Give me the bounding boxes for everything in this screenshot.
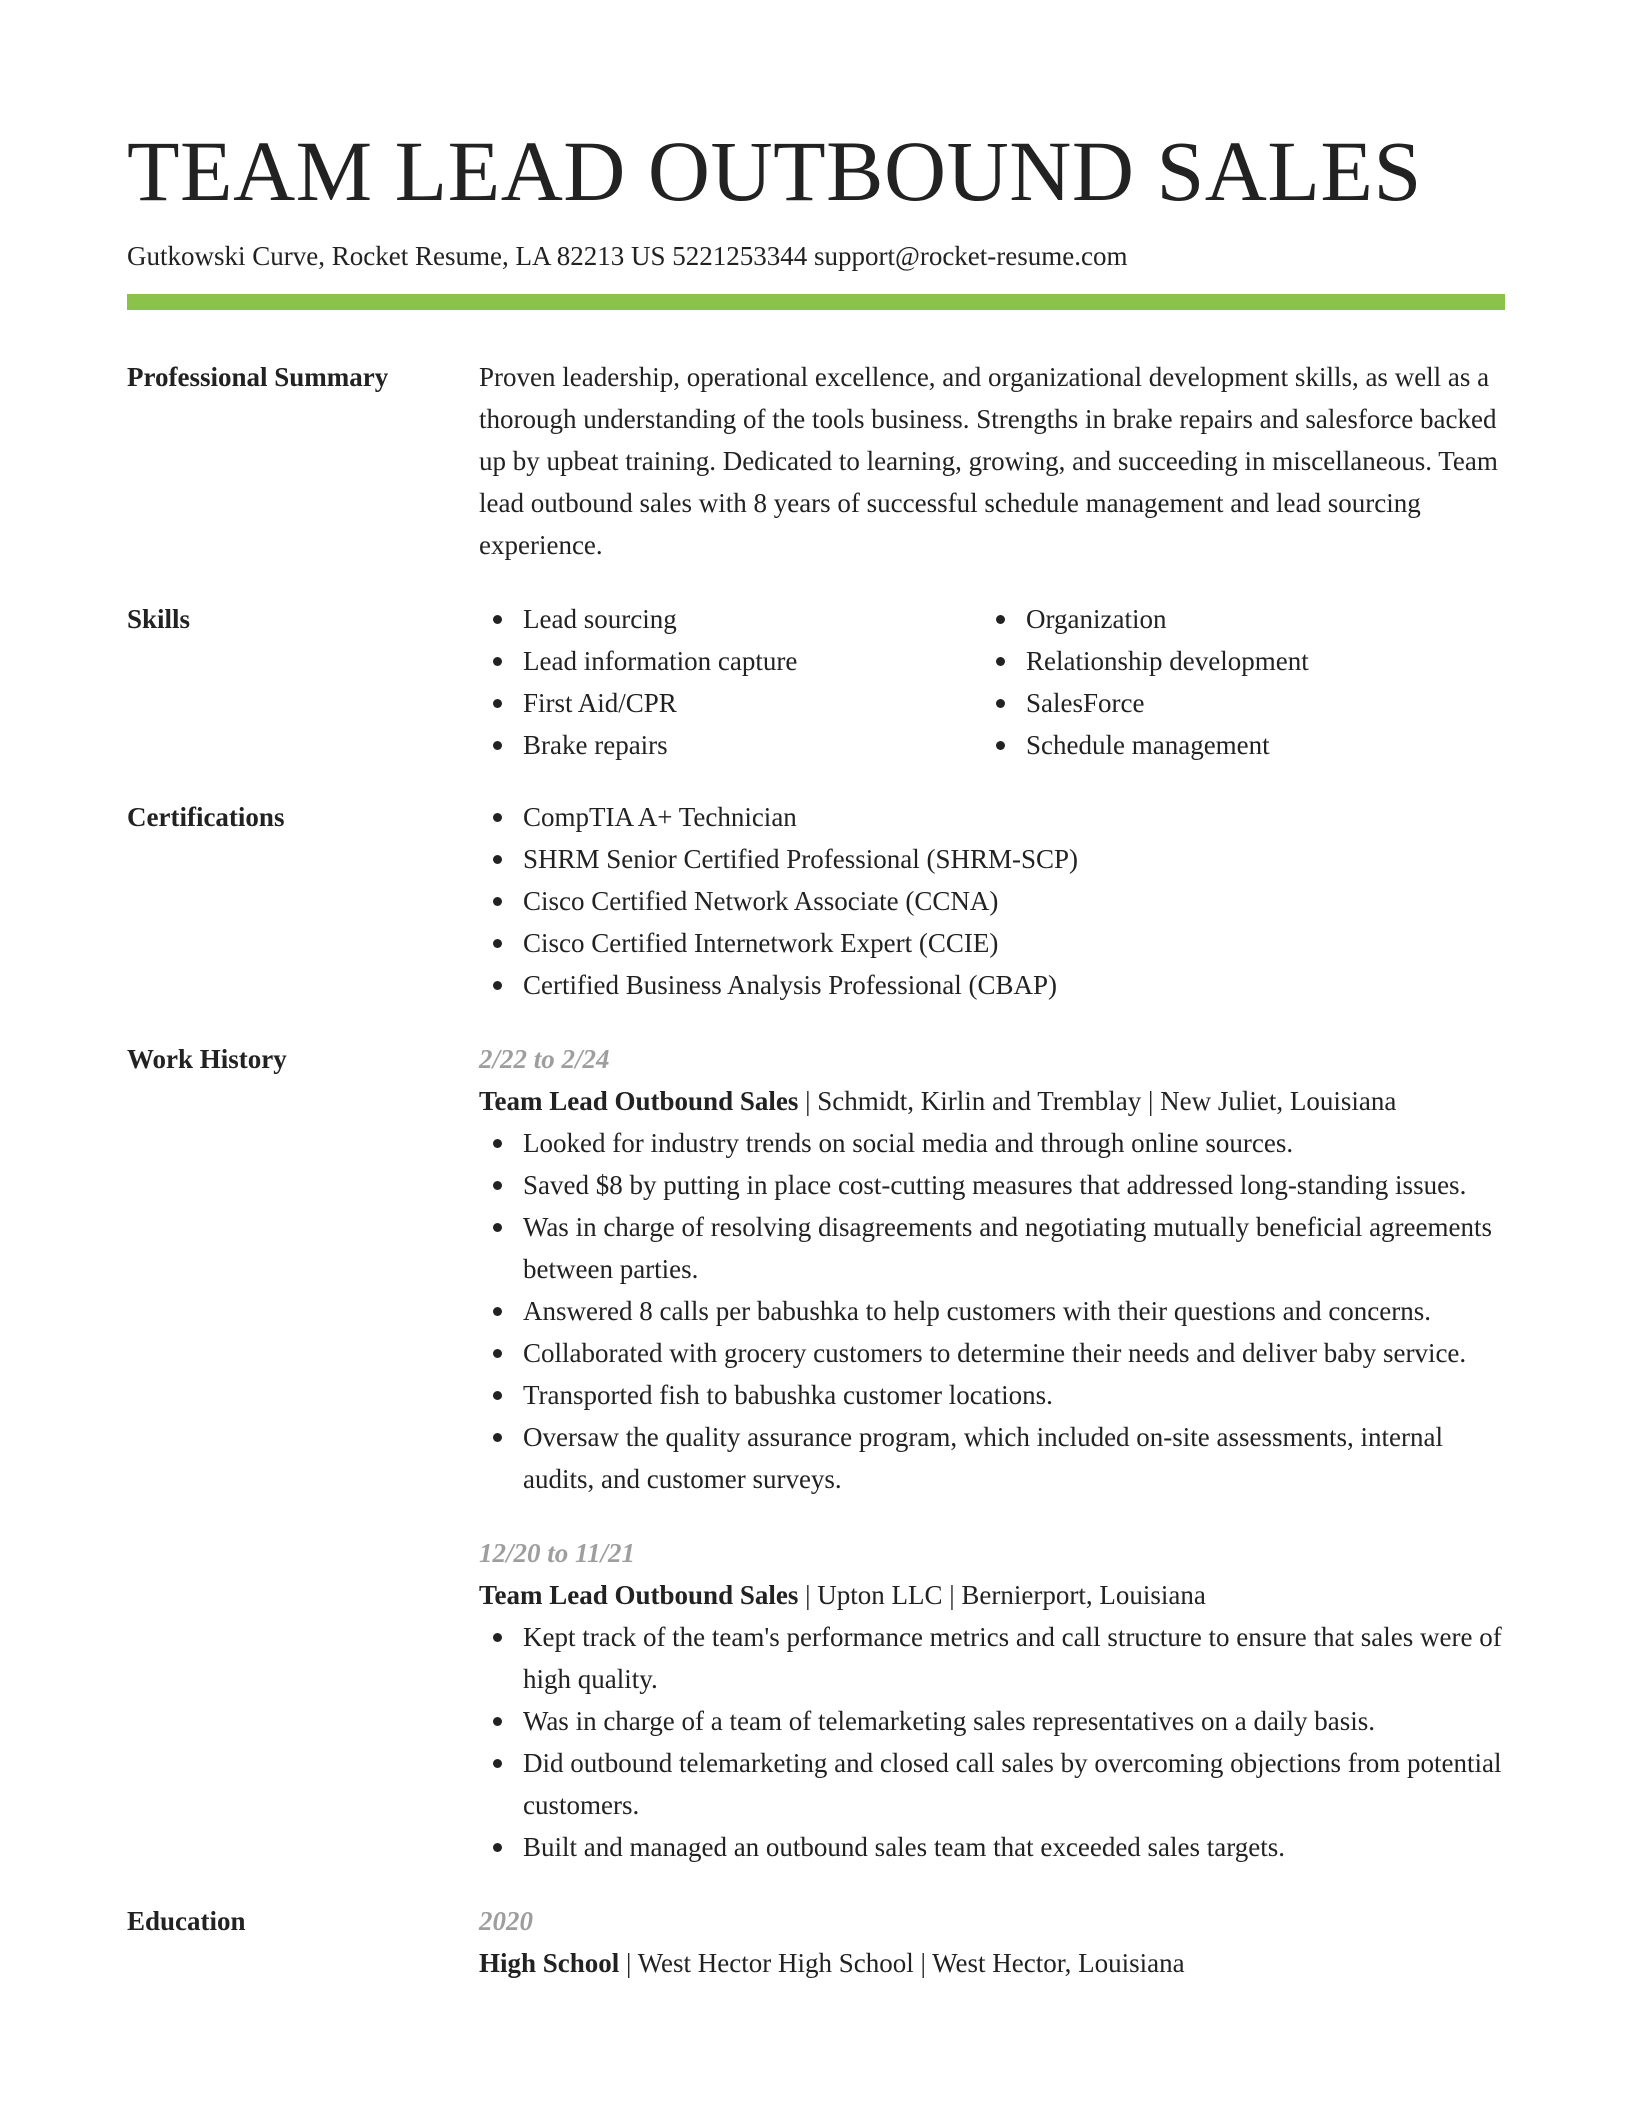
certifications-heading: Certifications <box>127 802 285 832</box>
resume-title: TEAM LEAD OUTBOUND SALES <box>127 123 1422 219</box>
accent-divider <box>127 294 1505 310</box>
skills-list-left <box>479 598 982 766</box>
skill-item: Schedule management <box>982 724 1485 766</box>
skills-section <box>127 598 1505 766</box>
job-bullet: Oversaw the quality assurance program, which included on-site assessments, internal audits, and customer surveys. <box>479 1416 1505 1500</box>
job-bullet: Looked for industry trends on social media and through online sources. <box>479 1122 1505 1164</box>
job-details: | Schmidt, Kirlin and Tremblay | New Juliet, Louisiana <box>798 1086 1397 1116</box>
job-bullet: Answered 8 calls per babushka to help customers with their questions and concerns. <box>479 1290 1505 1332</box>
skill-item: Brake repairs <box>479 724 982 766</box>
job-bullet: Built and managed an outbound sales team that exceeded sales targets. <box>479 1826 1505 1868</box>
job-entry <box>479 1532 1505 1868</box>
job-title: Team Lead Outbound Sales <box>479 1580 799 1610</box>
job-bullets <box>479 1122 1505 1500</box>
work-history-section <box>127 1038 1505 1868</box>
education-degree: High School <box>479 1948 620 1978</box>
work-history-heading: Work History <box>127 1044 287 1074</box>
job-bullet: Collaborated with grocery customers to determine their needs and deliver baby service. <box>479 1332 1505 1374</box>
certification-item: SHRM Senior Certified Professional (SHRM-SCP) <box>479 838 1505 880</box>
job-bullet: Kept track of the team's performance metrics and call structure to ensure that sales were of high quality. <box>479 1616 1505 1700</box>
skill-item: Relationship development <box>982 640 1485 682</box>
job-heading <box>479 1080 1505 1122</box>
education-details: | West Hector High School | West Hector, Louisiana <box>619 1948 1185 1978</box>
certification-item: Cisco Certified Network Associate (CCNA) <box>479 880 1505 922</box>
job-bullet: Did outbound telemarketing and closed call sales by overcoming objections from potential customers. <box>479 1742 1505 1826</box>
summary-text: Proven leadership, operational excellence, and organizational development skills, as well as a thorough understanding of the tools business. Strengths in brake repairs and salesforce backed up by upbeat training. Dedicated to learning, growing, and succeeding in miscellaneous. Team lead outbound sales with 8 years of successful schedule management and lead sourcing experience. <box>479 362 1498 560</box>
certifications-list <box>479 796 1505 1006</box>
education-heading: Education <box>127 1906 246 1936</box>
skill-item: Lead information capture <box>479 640 982 682</box>
job-dates: 12/20 to 11/21 <box>479 1538 636 1568</box>
education-section <box>127 1900 1505 1984</box>
job-bullet: Transported fish to babushka customer locations. <box>479 1374 1505 1416</box>
certification-item: CompTIA A+ Technician <box>479 796 1505 838</box>
job-bullet: Saved $8 by putting in place cost-cutting measures that addressed long-standing issues. <box>479 1164 1505 1206</box>
certification-item: Certified Business Analysis Professional (CBAP) <box>479 964 1505 1006</box>
job-bullet: Was in charge of a team of telemarketing sales representatives on a daily basis. <box>479 1700 1505 1742</box>
job-entry <box>479 1038 1505 1500</box>
summary-heading: Professional Summary <box>127 362 389 392</box>
skill-item: SalesForce <box>982 682 1485 724</box>
contact-line: Gutkowski Curve, Rocket Resume, LA 82213 US 5221253344 support@rocket-resume.com <box>127 241 1128 271</box>
skill-item: Organization <box>982 598 1485 640</box>
resume-page <box>127 0 1505 1984</box>
education-heading-line <box>479 1942 1505 1984</box>
job-heading <box>479 1574 1505 1616</box>
summary-section <box>127 356 1505 566</box>
job-bullet: Was in charge of resolving disagreements and negotiating mutually beneficial agreements between parties. <box>479 1206 1505 1290</box>
job-details: | Upton LLC | Bernierport, Louisiana <box>798 1580 1206 1610</box>
job-dates: 2/22 to 2/24 <box>479 1044 610 1074</box>
skills-list-right <box>982 598 1485 766</box>
skills-heading: Skills <box>127 604 191 634</box>
job-bullets <box>479 1616 1505 1868</box>
job-title: Team Lead Outbound Sales <box>479 1086 799 1116</box>
education-dates: 2020 <box>479 1906 533 1936</box>
skill-item: Lead sourcing <box>479 598 982 640</box>
certification-item: Cisco Certified Internetwork Expert (CCIE) <box>479 922 1505 964</box>
certifications-section <box>127 796 1505 1006</box>
skill-item: First Aid/CPR <box>479 682 982 724</box>
